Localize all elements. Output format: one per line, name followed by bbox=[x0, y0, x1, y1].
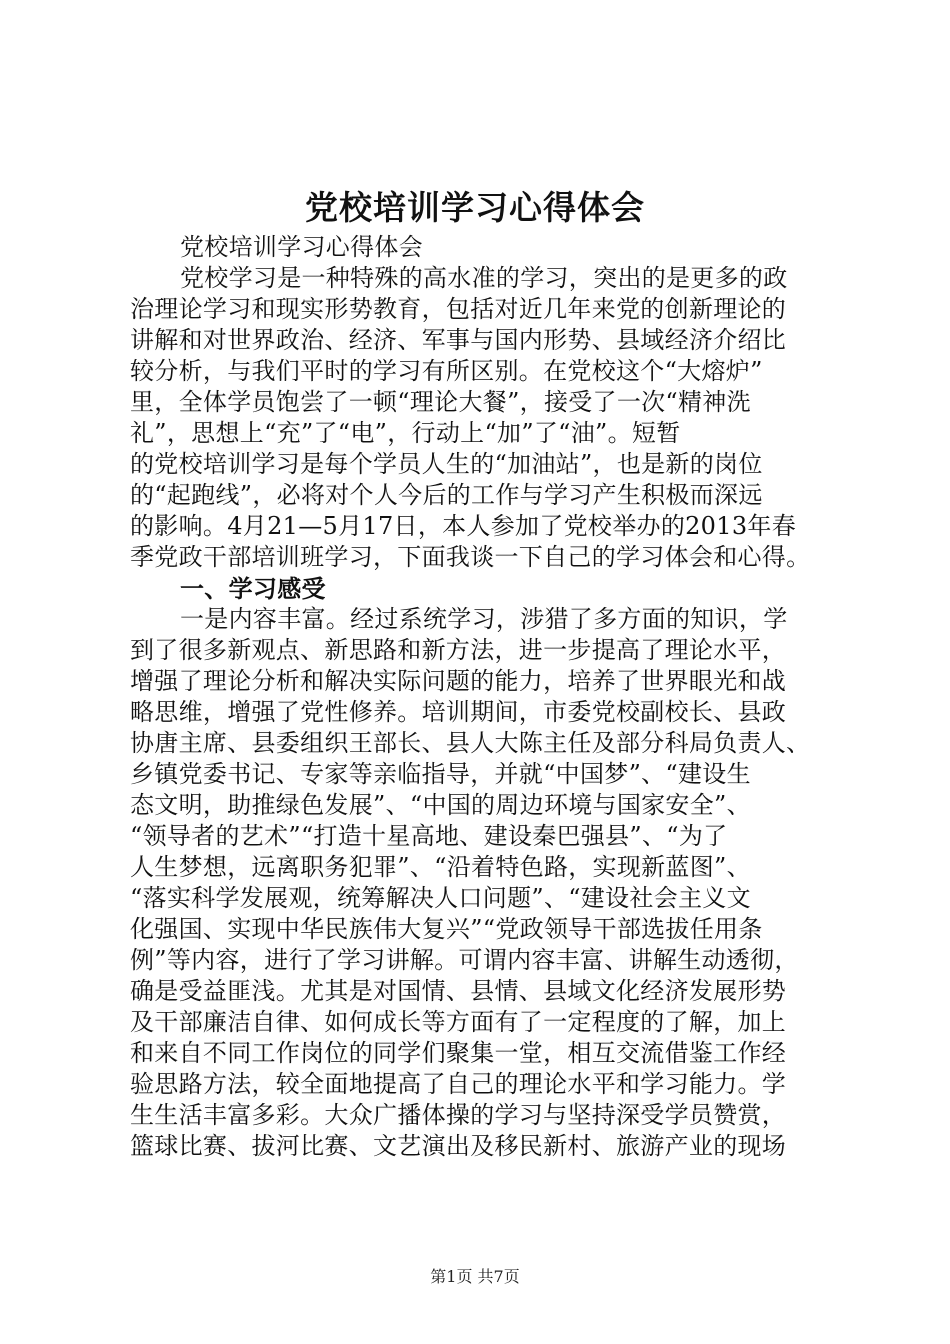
paragraph-line: 验思路方法，较全面地提高了自己的理论水平和学习能力。学 bbox=[130, 1070, 787, 1098]
paragraph-line: 化强国、实现中华民族伟大复兴”“党政领导干部选拔任用条 bbox=[130, 915, 763, 943]
paragraph-line: 里，全体学员饱尝了一顿“理论大餐”，接受了一次“精神洗 bbox=[130, 388, 751, 416]
paragraph-line: 较分析，与我们平时的学习有所区别。在党校这个“大熔炉” bbox=[130, 357, 763, 385]
paragraph-line: 增强了理论分析和解决实际问题的能力，培养了世界眼光和战 bbox=[130, 667, 787, 695]
paragraph-line: 人生梦想，远离职务犯罪”、“沿着特色路，实现新蓝图”、 bbox=[130, 853, 751, 881]
page-footer: 第1页 共7页 bbox=[430, 1267, 520, 1286]
paragraph-line: 讲解和对世界政治、经济、军事与国内形势、县域经济介绍比 bbox=[130, 326, 787, 354]
subtitle-line: 党校培训学习心得体会 bbox=[180, 233, 423, 261]
paragraph-line: 略思维，增强了党性修养。培训期间，市委党校副校长、县政 bbox=[130, 698, 787, 726]
paragraph-line: 的“起跑线”，必将对个人今后的工作与学习产生积极而深远 bbox=[130, 481, 763, 509]
paragraph-line: 例”等内容，进行了学习讲解。可谓内容丰富、讲解生动透彻， bbox=[130, 946, 799, 974]
paragraph-line: 礼”，思想上“充”了“电”，行动上“加”了“油”。短暂 bbox=[130, 419, 681, 447]
paragraph-line: 篮球比赛、拔河比赛、文艺演出及移民新村、旅游产业的现场 bbox=[130, 1132, 787, 1160]
paragraph-line: 的影响。4月21—5月17日，本人参加了党校举办的2013年春 bbox=[130, 512, 796, 540]
paragraph-line: 和来自不同工作岗位的同学们聚集一堂，相互交流借鉴工作经 bbox=[130, 1039, 787, 1067]
paragraph-line: 一是内容丰富。经过系统学习，涉猎了多方面的知识，学 bbox=[180, 605, 788, 633]
paragraph-line: 协唐主席、县委组织王部长、县人大陈主任及部分科局负责人、 bbox=[130, 729, 811, 757]
paragraph-line: “领导者的艺术”“打造十星高地、建设秦巴强县”、“为了 bbox=[130, 822, 728, 850]
paragraph-line: 治理论学习和现实形势教育，包括对近几年来党的创新理论的 bbox=[130, 295, 787, 323]
paragraph-line: 的党校培训学习是每个学员人生的“加油站”，也是新的岗位 bbox=[130, 450, 763, 478]
paragraph-line: “落实科学发展观，统筹解决人口问题”、“建设社会主义文 bbox=[130, 884, 751, 912]
paragraph-line: 态文明，助推绿色发展”、“中国的周边环境与国家安全”、 bbox=[130, 791, 751, 819]
paragraph-line: 生生活丰富多彩。大众广播体操的学习与坚持深受学员赞赏， bbox=[130, 1101, 787, 1129]
paragraph-line: 及干部廉洁自律、如何成长等方面有了一定程度的了解，加上 bbox=[130, 1008, 787, 1036]
paragraph-line: 乡镇党委书记、专家等亲临指导，并就“中国梦”、“建设生 bbox=[130, 760, 751, 788]
document-body bbox=[130, 232, 830, 1162]
paragraph-line: 确是受益匪浅。尤其是对国情、县情、县域文化经济发展形势 bbox=[130, 977, 787, 1005]
document-title: 党校培训学习心得体会 bbox=[305, 188, 645, 227]
paragraph-line: 到了很多新观点、新思路和新方法，进一步提高了理论水平， bbox=[130, 636, 787, 664]
paragraph-line: 党校学习是一种特殊的高水准的学习，突出的是更多的政 bbox=[180, 264, 788, 292]
paragraph-line: 季党政干部培训班学习，下面我谈一下自己的学习体会和心得。 bbox=[130, 543, 811, 571]
section-heading: 一、学习感受 bbox=[180, 574, 326, 603]
